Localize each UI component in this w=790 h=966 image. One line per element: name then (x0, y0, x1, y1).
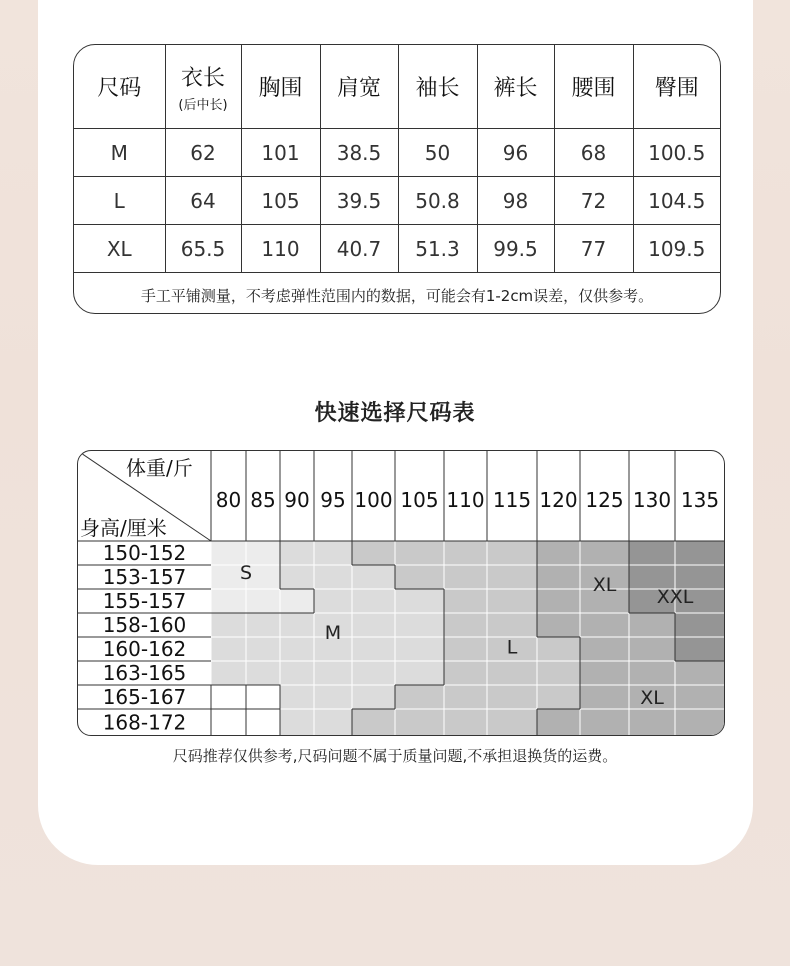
header-length-sub: (后中长) (178, 97, 228, 113)
size-chart (77, 450, 725, 736)
grid-cell (211, 637, 246, 661)
weight-tick-label: 120 (539, 488, 578, 512)
grid-cell (280, 589, 314, 613)
header-waist: 腰围 (554, 45, 633, 129)
cell: 109.5 (633, 225, 720, 273)
cell: 40.7 (320, 225, 398, 273)
height-tick-label: 158-160 (102, 613, 187, 637)
grid-cell (314, 709, 352, 736)
grid-cell (537, 613, 580, 637)
grid-cell (675, 613, 725, 637)
weight-tick-label: 110 (446, 488, 485, 512)
grid-cell (487, 589, 537, 613)
size-chart-grid (78, 451, 725, 736)
height-tick-label: 160-162 (102, 637, 187, 661)
size-region-label: XL (640, 686, 664, 709)
grid-cell (280, 709, 314, 736)
grid-cell (444, 709, 487, 736)
grid-cell (352, 661, 395, 685)
grid-cell (537, 661, 580, 685)
weight-tick-label: 90 (284, 488, 310, 512)
cell: 96 (477, 129, 554, 177)
grid-cell (352, 541, 395, 565)
weight-tick-label: 115 (492, 488, 532, 512)
table-row (74, 177, 720, 225)
grid-cell (352, 637, 395, 661)
grid-cell (537, 589, 580, 613)
grid-cell (580, 637, 629, 661)
grid-cell (246, 613, 280, 637)
grid-cell (280, 685, 314, 709)
grid-cell (314, 589, 352, 613)
weight-tick-label: 100 (354, 488, 393, 512)
grid-cell (211, 613, 246, 637)
cell: 39.5 (320, 177, 398, 225)
grid-cell (537, 685, 580, 709)
grid-cell (537, 541, 580, 565)
size-chart-title: 快速选择尺码表 (314, 401, 476, 426)
size-region-label: XL (592, 574, 617, 596)
grid-cell (280, 637, 314, 661)
cell: 105 (241, 177, 320, 225)
grid-cell (537, 709, 580, 736)
grid-cell (352, 709, 395, 736)
weight-tick-label: 80 (215, 488, 242, 512)
grid-cell (395, 589, 444, 613)
header-pants-length: 裤长 (477, 45, 554, 129)
height-tick-label: 155-157 (102, 589, 187, 613)
grid-cell (211, 589, 246, 613)
grid-cell (395, 661, 444, 685)
cell: 65.5 (165, 225, 241, 273)
cell: 50.8 (398, 177, 477, 225)
cell: 104.5 (633, 177, 720, 225)
size-region-label: XXL (656, 586, 694, 608)
cell: 38.5 (320, 129, 398, 177)
grid-cell (580, 685, 629, 709)
grid-cell (444, 613, 487, 637)
grid-cell (395, 709, 444, 736)
weight-tick-label: 135 (680, 488, 720, 512)
cell: XL (74, 225, 165, 273)
grid-cell (629, 709, 675, 736)
size-chart-footnote: 尺码推荐仅供参考,尺码问题不属于质量问题,不承担退换货的运费。 (172, 747, 618, 765)
grid-cell (280, 613, 314, 637)
cell: 51.3 (398, 225, 477, 273)
grid-cell (280, 565, 314, 589)
weight-tick-label: 105 (400, 488, 439, 512)
grid-cell (314, 661, 352, 685)
grid-cell (246, 589, 280, 613)
grid-cell (580, 613, 629, 637)
grid-cell (395, 637, 444, 661)
grid-cell (487, 685, 537, 709)
cell: 101 (241, 129, 320, 177)
cell: M (74, 129, 165, 177)
grid-cell (487, 661, 537, 685)
grid-cell (352, 565, 395, 589)
table-row (74, 129, 720, 177)
header-shoulder: 肩宽 (320, 45, 398, 129)
grid-cell (675, 709, 725, 736)
header-chest: 胸围 (241, 45, 320, 129)
cell: 110 (241, 225, 320, 273)
cell: 98 (477, 177, 554, 225)
grid-cell (314, 565, 352, 589)
weight-tick-label: 130 (632, 488, 672, 512)
grid-cell (580, 541, 629, 565)
table-header-row (74, 45, 720, 129)
grid-cell (444, 685, 487, 709)
header-length: 衣长 (后中长) (165, 45, 241, 129)
grid-cell (280, 661, 314, 685)
grid-cell (395, 565, 444, 589)
grid-cell (444, 565, 487, 589)
cell: 62 (165, 129, 241, 177)
cell: 64 (165, 177, 241, 225)
grid-cell (444, 661, 487, 685)
grid-cell (675, 637, 725, 661)
size-region-label: S (239, 562, 253, 584)
height-tick-label: 168-172 (102, 710, 187, 735)
grid-cell (395, 541, 444, 565)
size-region-label: M (324, 622, 342, 644)
grid-cell (675, 685, 725, 709)
grid-cell (444, 589, 487, 613)
height-tick-label: 163-165 (102, 661, 187, 685)
cell: 99.5 (477, 225, 554, 273)
grid-cell (580, 661, 629, 685)
header-size: 尺码 (74, 45, 165, 129)
cell: L (74, 177, 165, 225)
measurement-note: 手工平铺测量，不考虑弹性范围内的数据，可能会有1-2cm误差，仅供参考。 (140, 287, 654, 305)
grid-cell (314, 541, 352, 565)
grid-cell (675, 661, 725, 685)
grid-cell (629, 613, 675, 637)
grid-cell (314, 685, 352, 709)
cell: 77 (554, 225, 633, 273)
grid-cell (246, 661, 280, 685)
grid-cell (211, 709, 246, 736)
weight-tick-label: 85 (250, 488, 276, 512)
grid-cell (246, 637, 280, 661)
grid-cell (444, 637, 487, 661)
size-region-label: L (506, 636, 518, 659)
grid-cell (280, 541, 314, 565)
grid-cell (629, 637, 675, 661)
height-tick-label: 153-157 (102, 565, 187, 589)
grid-cell (487, 541, 537, 565)
grid-cell (675, 541, 725, 565)
grid-cell (352, 613, 395, 637)
height-axis-label: 身高/厘米 (80, 516, 167, 540)
grid-cell (246, 685, 280, 709)
height-tick-label: 150-152 (102, 541, 187, 565)
grid-cell (352, 685, 395, 709)
grid-cell (580, 709, 629, 736)
grid-cell (629, 661, 675, 685)
measurement-table (73, 44, 721, 314)
grid-cell (395, 685, 444, 709)
header-sleeve: 袖长 (398, 45, 477, 129)
grid-cell (629, 541, 675, 565)
grid-cell (487, 565, 537, 589)
grid-cell (537, 637, 580, 661)
grid-cell (211, 661, 246, 685)
weight-tick-label: 95 (320, 488, 346, 512)
grid-cell (352, 589, 395, 613)
weight-tick-label: 125 (585, 488, 624, 512)
grid-cell (211, 685, 246, 709)
cell: 100.5 (633, 129, 720, 177)
grid-cell (395, 613, 444, 637)
cell: 72 (554, 177, 633, 225)
weight-axis-label: 体重/斤 (126, 456, 193, 480)
header-hip: 臀围 (633, 45, 720, 129)
cell: 68 (554, 129, 633, 177)
grid-cell (487, 709, 537, 736)
height-tick-label: 165-167 (102, 685, 187, 709)
grid-cell (487, 613, 537, 637)
cell: 50 (398, 129, 477, 177)
table-row (74, 225, 720, 273)
grid-cell (537, 565, 580, 589)
grid-cell (444, 541, 487, 565)
grid-cell (246, 709, 280, 736)
